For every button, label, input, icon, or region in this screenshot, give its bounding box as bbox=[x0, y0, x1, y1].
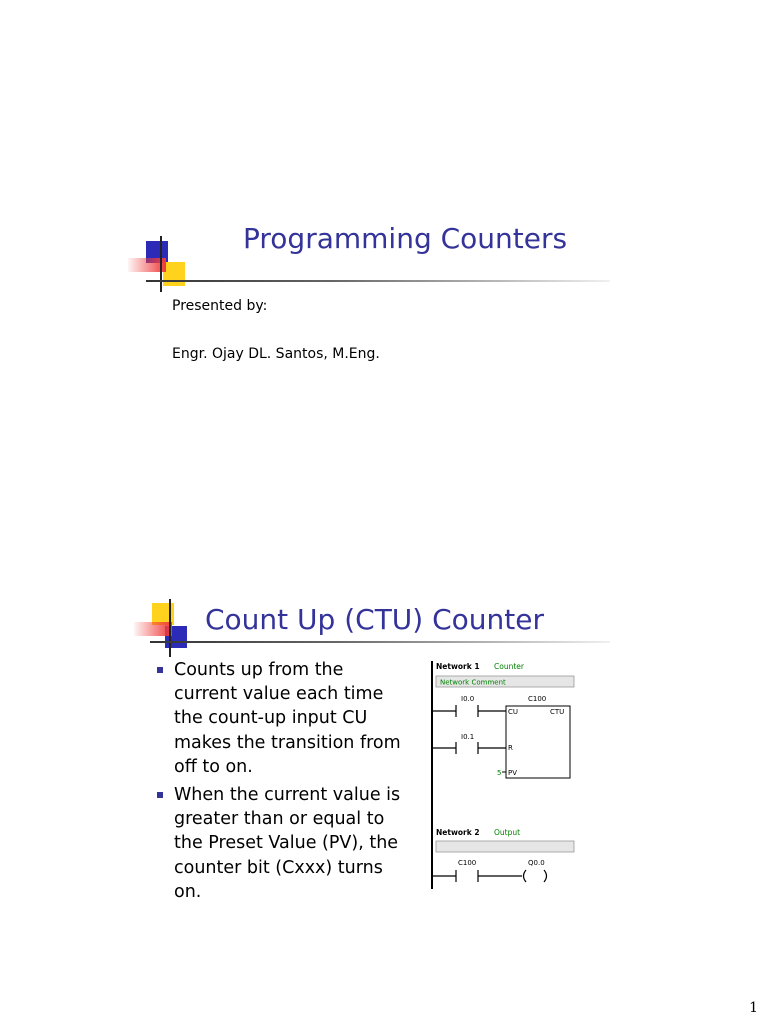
counter-name: C100 bbox=[528, 695, 547, 703]
bullet-text: Counts up from the current value each time the count-up input CU makes the transition from off to on. bbox=[174, 660, 401, 777]
coil-label: Q0.0 bbox=[528, 859, 545, 867]
bullet-square-icon bbox=[157, 792, 163, 798]
page-number: 1 bbox=[749, 1000, 758, 1016]
ctu-counter-block[interactable] bbox=[506, 706, 570, 778]
pin-r: R bbox=[508, 744, 513, 752]
author-name: Engr. Ojay DL. Santos, M.Eng. bbox=[172, 346, 380, 362]
network-2-label: Network 2 bbox=[436, 828, 480, 837]
network-1-title: Counter bbox=[494, 662, 524, 671]
pin-cu: CU bbox=[508, 708, 519, 716]
bullet-text: When the current value is greater than or equal to the Preset Value (PV), the counter bit (Cxxx) turns on. bbox=[174, 785, 401, 902]
ladder-diagram bbox=[428, 655, 578, 895]
pin-ctu: CTU bbox=[550, 708, 565, 716]
slide-2-title-rule bbox=[150, 641, 610, 643]
network-2-comment-box[interactable] bbox=[436, 841, 574, 852]
bullet-item bbox=[154, 658, 404, 779]
slide-2-title: Count Up (CTU) Counter bbox=[205, 603, 545, 636]
pin-pv: PV bbox=[508, 769, 518, 777]
contact-1-label: I0.0 bbox=[461, 695, 475, 703]
pv-value: 5 bbox=[497, 769, 502, 777]
bullet-list bbox=[154, 658, 404, 908]
bullet-item bbox=[154, 783, 404, 904]
presented-by-label: Presented by: bbox=[172, 298, 268, 314]
contact-3-label: C100 bbox=[458, 859, 477, 867]
slide-1-title: Programming Counters bbox=[243, 222, 568, 255]
bullet-square-icon bbox=[157, 667, 163, 673]
slide-1-title-rule bbox=[146, 280, 610, 282]
coil-icon bbox=[524, 870, 527, 882]
network-1-label: Network 1 bbox=[436, 662, 480, 671]
network-comment-text: Network Comment bbox=[440, 678, 506, 687]
network-2-title: Output bbox=[494, 828, 521, 837]
contact-2-label: I0.1 bbox=[461, 733, 475, 741]
